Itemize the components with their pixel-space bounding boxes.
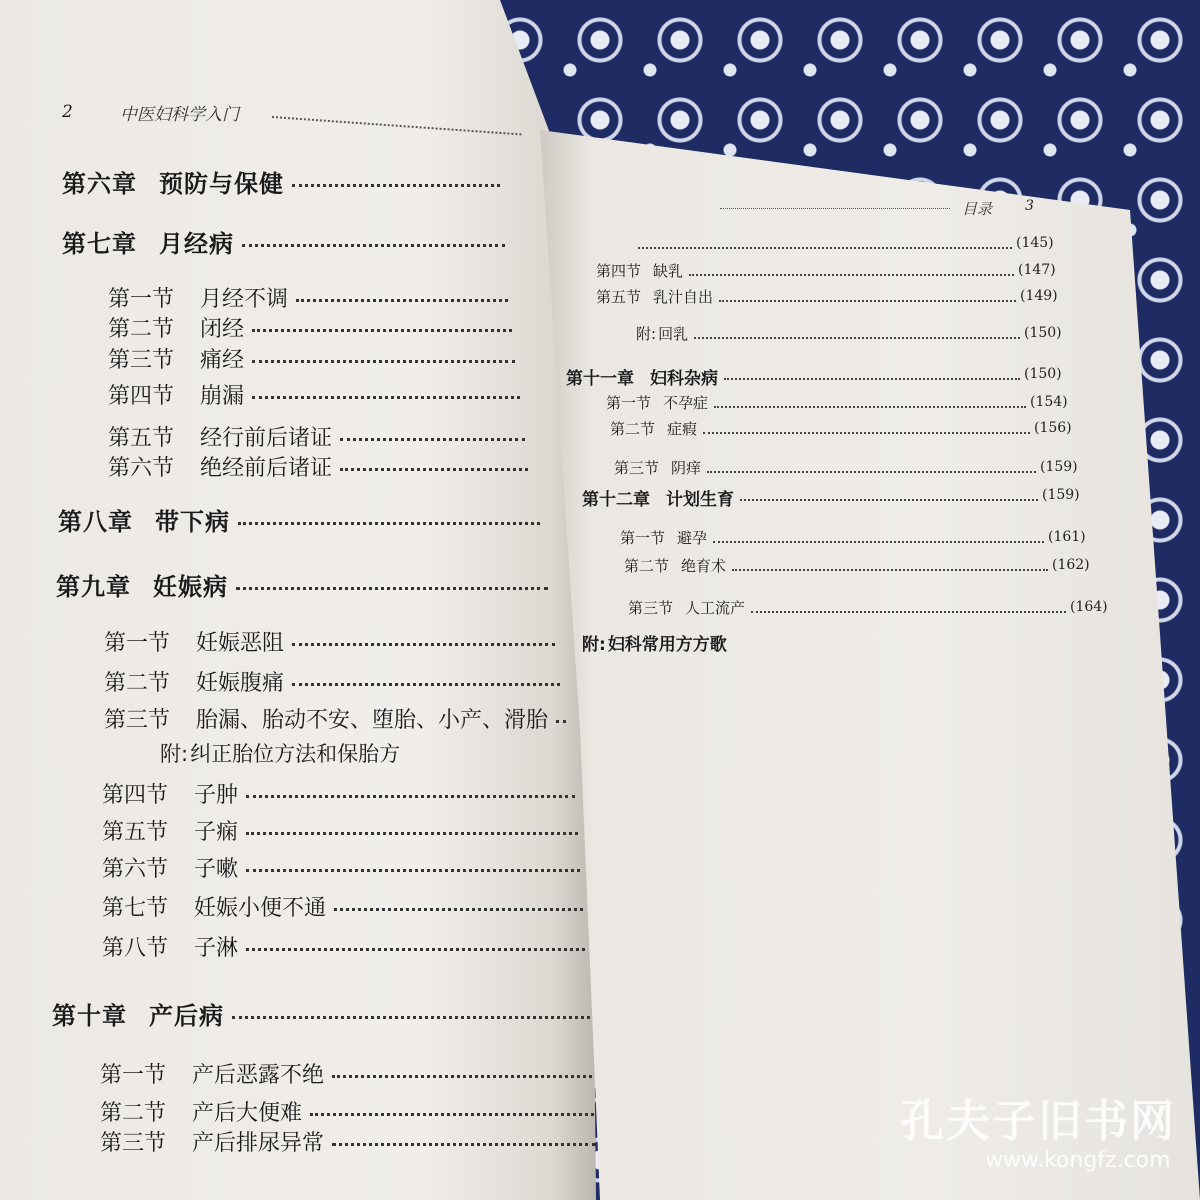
right-toc-section: [628, 597, 745, 618]
toc-entry-title: 子嗽: [194, 857, 239, 882]
dot-leader: [246, 832, 578, 835]
right-running-head-rule: [720, 208, 950, 209]
dot-leader: [556, 720, 566, 723]
toc-entry-number: 第三节: [104, 708, 171, 733]
right-toc-page-only: [620, 233, 632, 251]
toc-entry-number: 第三节: [108, 348, 175, 373]
dot-leader: [694, 337, 1020, 339]
toc-entry-title: 妊娠腹痛: [196, 671, 285, 696]
toc-entry-title: 经行前后诸证: [200, 426, 333, 451]
dot-leader: [292, 184, 500, 187]
toc-entry-title: 症瘕: [667, 420, 698, 438]
toc-entry-number: 第三节: [628, 599, 674, 617]
toc-entry-title: 胎漏、胎动不安、堕胎、小产、滑胎: [196, 708, 549, 733]
left-toc-chapter: [52, 996, 590, 1031]
left-toc-chapter: [62, 164, 500, 199]
right-toc-section: [596, 286, 713, 307]
toc-entry-title: 预防与保健: [159, 170, 284, 198]
toc-entry-title: 带下病: [155, 508, 230, 536]
dot-leader: [242, 244, 505, 247]
toc-entry-number: 附:: [636, 325, 657, 343]
dot-leader: [310, 1113, 594, 1116]
toc-entry-title: 阴痒: [671, 459, 702, 477]
toc-page-number: (149): [1020, 288, 1058, 304]
dot-leader: [740, 499, 1038, 501]
right-toc-section: [596, 260, 683, 281]
left-toc-section: [100, 1096, 594, 1127]
left-toc-section: [102, 931, 585, 962]
toc-entry-number: 第七章: [62, 230, 137, 258]
dot-leader: [340, 468, 528, 471]
dot-leader: [238, 522, 540, 525]
toc-entry-number: 第五节: [596, 288, 642, 306]
toc-entry-title: 人工流产: [685, 599, 746, 617]
left-toc-section: [104, 703, 566, 734]
dot-leader: [246, 948, 585, 951]
dot-leader: [703, 432, 1030, 434]
right-toc-chapter: [582, 485, 734, 510]
toc-page-number: (145): [1016, 235, 1054, 251]
dot-leader: [707, 471, 1036, 473]
toc-entry-title: 回乳: [658, 325, 689, 343]
toc-entry-title: 产后病: [149, 1002, 224, 1030]
toc-entry-number: 第二节: [624, 557, 670, 575]
toc-entry-title: 产后大便难: [192, 1101, 303, 1126]
toc-entry-title: 子淋: [194, 936, 239, 961]
toc-entry-title: 产后排尿异常: [192, 1131, 325, 1156]
left-toc-section: [102, 891, 583, 922]
left-toc-section: [100, 1058, 592, 1089]
toc-entry-number: 第二节: [610, 420, 656, 438]
toc-entry-number: 第四节: [102, 783, 169, 808]
dot-leader: [232, 1016, 590, 1019]
toc-entry-title: 崩漏: [200, 384, 245, 409]
watermark-url: www.kongfz.com: [985, 1148, 1171, 1173]
dot-leader: [714, 406, 1026, 408]
toc-entry-title: 纠正胎位方法和保胎方: [190, 742, 401, 766]
dot-leader: [719, 300, 1016, 302]
toc-page-number: (150): [1024, 366, 1062, 382]
toc-entry-title: 绝育术: [681, 557, 727, 575]
toc-page-number: (159): [1040, 459, 1078, 475]
left-toc-section: [104, 666, 560, 697]
toc-entry-number: 第九章: [56, 573, 131, 601]
toc-page-number: (162): [1052, 557, 1090, 573]
left-toc-section: [104, 626, 555, 657]
toc-entry-title: 痛经: [200, 348, 245, 373]
dot-leader: [246, 795, 575, 798]
toc-entry-title: 妇科杂病: [650, 369, 718, 389]
toc-entry-title: 妊娠恶阻: [196, 631, 285, 656]
left-toc-section: [100, 1126, 596, 1157]
toc-entry-title: 计划生育: [666, 490, 734, 510]
toc-entry-number: 第二节: [108, 317, 175, 342]
toc-entry-number: 第三节: [614, 459, 660, 477]
dot-leader: [332, 1075, 592, 1078]
toc-entry-number: 附:: [160, 742, 189, 766]
toc-entry-number: 第六节: [102, 857, 169, 882]
left-toc-section: [108, 282, 508, 313]
toc-entry-title: 避孕: [677, 529, 708, 547]
toc-page-number: (164): [1070, 599, 1108, 615]
toc-entry-title: 妊娠小便不通: [194, 896, 327, 921]
toc-entry-title: 妊娠病: [153, 573, 228, 601]
toc-entry-number: 第三节: [100, 1131, 167, 1156]
toc-entry-number: 第一节: [108, 287, 175, 312]
toc-entry-number: 第七节: [102, 896, 169, 921]
dot-leader: [292, 683, 560, 686]
right-toc-chapter: [582, 630, 727, 655]
toc-entry-number: 第一节: [606, 394, 652, 412]
toc-page-number: (159): [1042, 487, 1080, 503]
toc-entry-number: 第四节: [108, 384, 175, 409]
right-toc-section: [610, 418, 697, 439]
left-toc-appendix: [160, 738, 400, 768]
toc-page-number: (150): [1024, 325, 1062, 341]
left-toc-section: [108, 421, 525, 452]
toc-entry-title: 不孕症: [663, 394, 709, 412]
left-toc-section: [108, 379, 520, 410]
toc-page-number: (154): [1030, 394, 1068, 410]
toc-page-number: (156): [1034, 420, 1072, 436]
toc-entry-number: 第一节: [100, 1063, 167, 1088]
toc-entry-title: 缺乳: [653, 262, 684, 280]
left-toc-section: [108, 312, 512, 343]
dot-leader: [236, 587, 548, 590]
right-toc-section: [606, 392, 708, 413]
toc-entry-number: 第一节: [104, 631, 171, 656]
toc-entry-number: 第一节: [620, 529, 666, 547]
toc-entry-title: 闭经: [200, 317, 245, 342]
dot-leader: [638, 247, 1012, 249]
dot-leader: [332, 1143, 596, 1146]
toc-entry-title: 乳汁自出: [653, 288, 714, 306]
toc-entry-number: 第八节: [102, 936, 169, 961]
toc-entry-number: 第二节: [104, 671, 171, 696]
dot-leader: [252, 396, 520, 399]
toc-entry-title: 妇科常用方方歌: [607, 635, 727, 655]
dot-leader: [689, 274, 1014, 276]
left-running-head: 中医妇科学入门: [120, 105, 239, 125]
right-toc-section: [620, 527, 707, 548]
left-toc-section: [102, 815, 578, 846]
dot-leader: [334, 908, 583, 911]
toc-page-number: (147): [1018, 262, 1056, 278]
right-toc-section: [614, 457, 701, 478]
dot-leader: [713, 541, 1044, 543]
toc-entry-number: 第五节: [108, 426, 175, 451]
left-toc-section: [108, 451, 528, 482]
left-toc-chapter: [56, 567, 548, 602]
left-toc-section: [108, 343, 515, 374]
toc-entry-title: 月经不调: [200, 287, 289, 312]
dot-leader: [724, 378, 1020, 380]
watermark-logo: 孔夫子旧书网: [900, 1096, 1176, 1147]
toc-entry-number: 第十一章: [566, 369, 634, 389]
left-toc-chapter: [62, 224, 505, 259]
left-toc-chapter: [58, 502, 540, 537]
toc-page-number: (161): [1048, 529, 1086, 545]
right-page-number: 3: [1025, 198, 1034, 214]
dot-leader: [751, 611, 1066, 613]
dot-leader: [246, 869, 580, 872]
dot-leader: [296, 299, 508, 302]
toc-entry-title: 月经病: [159, 230, 234, 258]
toc-entry-number: 第六章: [62, 170, 137, 198]
left-page-number: 2: [62, 102, 73, 122]
right-running-head: 目录: [962, 200, 993, 218]
dot-leader: [340, 438, 525, 441]
toc-entry-title: 子肿: [194, 783, 239, 808]
toc-entry-title: 绝经前后诸证: [200, 456, 333, 481]
toc-entry-number: 第六节: [108, 456, 175, 481]
right-toc-chapter: [566, 364, 718, 389]
dot-leader: [732, 569, 1048, 571]
left-toc-section: [102, 852, 580, 883]
toc-entry-number: 附:: [582, 635, 606, 655]
dot-leader: [252, 360, 515, 363]
right-toc-section: [624, 555, 726, 576]
toc-entry-number: 第四节: [596, 262, 642, 280]
toc-entry-number: 第十二章: [582, 490, 650, 510]
toc-entry-number: 第十章: [52, 1002, 127, 1030]
toc-entry-number: 第八章: [58, 508, 133, 536]
toc-entry-number: 第二节: [100, 1101, 167, 1126]
toc-entry-title: 子痫: [194, 820, 239, 845]
toc-entry-number: 第五节: [102, 820, 169, 845]
dot-leader: [292, 643, 555, 646]
left-toc-section: [102, 778, 575, 809]
right-toc-appendix: [636, 323, 688, 344]
dot-leader: [252, 329, 512, 332]
toc-entry-title: 产后恶露不绝: [192, 1063, 325, 1088]
